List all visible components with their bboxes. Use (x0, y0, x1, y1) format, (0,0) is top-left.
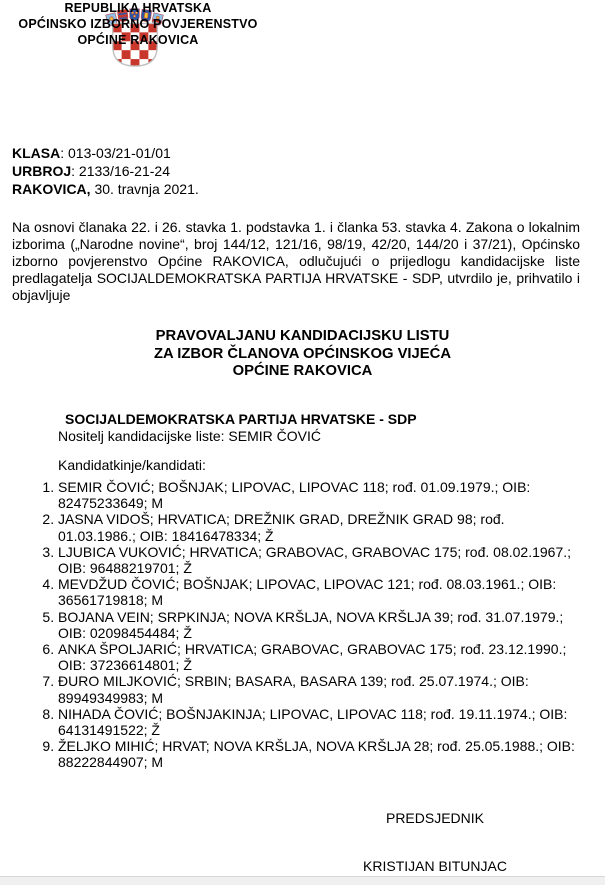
document-meta (12, 144, 199, 198)
urbroj-label: URBROJ (12, 163, 72, 179)
intro-paragraph: Na osnovi članaka 22. i 26. stavka 1. podstavka 1. i članka 53. stavka 4. Zakona o lokalnim izborima („Narodne novine“, broj 144/12, 121/16, 98/19, 42/20, 144/20 i 37/21), Općinsko izborno povjerenstvo Općine RAKOVICA, odlučujući o prijedlogu kandidacijske liste predlagatelja SOCIJALDEMOKRATSKA PARTIJA HRVATSKE - SDP, utvrdilo je, prihvatilo i objavljuje (12, 219, 580, 303)
place-date-line (12, 180, 199, 198)
title-line-3: OPĆINE RAKOVICA (232, 363, 373, 379)
candidate-item: 7. ĐURO MILJKOVIĆ; SRBIN; BASARA, BASARA 139; rođ. 25.07.1974.; OIB: 89949349983; M (58, 673, 580, 705)
signer-role: PREDSJEDNIK (385, 810, 485, 826)
klasa-label: KLASA (12, 145, 61, 161)
candidate-list-section (12, 479, 580, 771)
klasa-value: : 013-03/21-01/01 (60, 145, 171, 161)
candidate-item: 4. MEVDŽUD ČOVIĆ; BOŠNJAK; LIPOVAC, LIPOVAC 121; rođ. 08.03.1961.; OIB: 36561719818; M (58, 576, 580, 608)
candidate-item: 3. LJUBICA VUKOVIĆ; HRVATICA; GRABOVAC, GRABOVAC 175; rođ. 08.02.1967.; OIB: 96488219701; Ž (58, 544, 580, 576)
title-line-2: ZA IZBOR ČLANOVA OPĆINSKOG VIJEĆA (153, 345, 452, 362)
candidate-item: 2. JASNA VIDOŠ; HRVATICA; DREŽNIK GRAD, DREŽNIK GRAD 98; rođ. 01.03.1986.; OIB: 18416478334; Ž (58, 511, 580, 543)
letterhead (0, 0, 276, 48)
urbroj-line (12, 162, 199, 180)
list-holder: Nositelj kandidacijske liste: SEMIR ČOVIĆ (58, 428, 321, 444)
list-header (12, 411, 580, 474)
org-line-country: REPUBLIKA HRVATSKA (64, 1, 212, 15)
candidate-item: 1. SEMIR ČOVIĆ; BOŠNJAK; LIPOVAC, LIPOVAC 118; rođ. 01.09.1979.; OIB: 82475233649; M (58, 479, 580, 511)
org-line-commission: OPĆINSKO IZBORNO POVJERENSTVO (18, 17, 258, 31)
signer-name: KRISTIJAN BITUNJAC (363, 858, 507, 874)
candidate-item: 6. ANKA ŠPOLJARIĆ; HRVATICA; GRABOVAC, GRABOVAC 175; rođ. 23.12.1990.; OIB: 37236614801; Ž (58, 641, 580, 673)
date-value: 30. travnja 2021. (90, 181, 199, 197)
title-line-1: PRAVOVALJANU KANDIDACIJSKU LISTU (155, 328, 450, 344)
document-title (0, 328, 605, 381)
urbroj-value: : 2133/16-21-24 (71, 163, 170, 179)
candidate-item: 5. BOJANA VEIN; SRPKINJA; NOVA KRŠLJA, NOVA KRŠLJA 39; rođ. 31.07.1979.; OIB: 02098454484; Ž (58, 609, 580, 641)
klasa-line (12, 144, 199, 162)
candidates-label: Kandidatkinje/kandidati: (58, 457, 206, 473)
place-label: RAKOVICA, (12, 181, 91, 197)
candidate-item: 9. ŽELJKO MIHIĆ; HRVAT; NOVA KRŠLJA, NOVA KRŠLJA 28; rođ. 25.05.1988.; OIB: 88222844907; M (58, 738, 580, 770)
candidate-item: 8. NIHADA ČOVIĆ; BOŠNJAKINJA; LIPOVAC, LIPOVAC 118; rođ. 19.11.1974.; OIB: 64131491522; Ž (58, 706, 580, 738)
org-line-municipality: OPĆINE RAKOVICA (77, 33, 199, 47)
signature-block (332, 810, 538, 875)
party-name: SOCIJALDEMOKRATSKA PARTIJA HRVATSKE - SDP (65, 411, 417, 427)
candidate-list (12, 479, 580, 771)
